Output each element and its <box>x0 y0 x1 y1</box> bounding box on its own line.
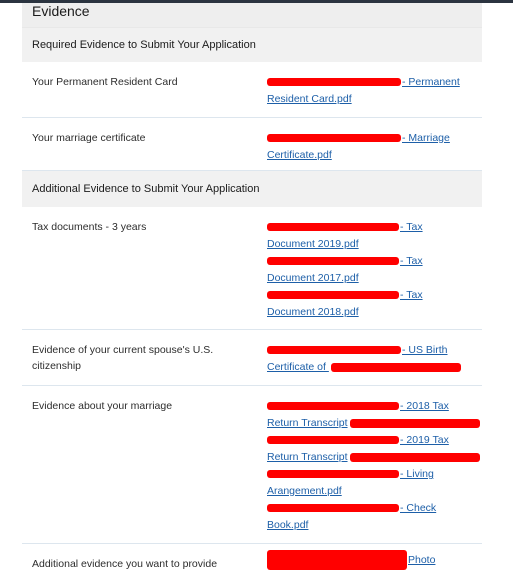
file-link-text[interactable]: - Tax <box>400 221 423 233</box>
section-title-text: Evidence <box>32 3 90 19</box>
redaction-mark <box>350 453 480 462</box>
file-link-text[interactable]: - Tax <box>400 289 423 301</box>
redaction-mark <box>267 223 399 231</box>
evidence-label: Tax documents - 3 years <box>32 221 147 233</box>
evidence-label: Evidence of your current spouse's U.S. citizenship <box>32 344 214 372</box>
file-link-text[interactable]: - Marriage <box>402 132 450 144</box>
file-link[interactable] <box>267 550 487 570</box>
file-link[interactable] <box>267 432 487 466</box>
evidence-label: Evidence about your marriage <box>32 400 173 412</box>
evidence-panel <box>22 3 482 584</box>
file-link[interactable] <box>267 253 487 287</box>
file-link-text[interactable]: - Check <box>400 502 437 514</box>
evidence-row-additional <box>22 544 482 584</box>
redaction-mark <box>267 436 399 444</box>
evidence-row-marriage-certificate <box>22 118 482 171</box>
evidence-files <box>267 550 487 570</box>
redaction-mark <box>267 257 399 265</box>
redaction-mark <box>331 363 461 372</box>
file-link-text[interactable]: Certificate.pdf <box>267 149 332 161</box>
evidence-files <box>267 74 487 108</box>
evidence-label: Your Permanent Resident Card <box>32 76 178 88</box>
file-link-text[interactable]: Return Transcript <box>267 417 348 429</box>
file-link-text[interactable]: Photo <box>408 553 436 566</box>
evidence-row-tax-documents <box>22 207 482 330</box>
redaction-mark <box>267 550 407 570</box>
redaction-mark <box>267 78 401 86</box>
redaction-mark <box>267 291 399 299</box>
redaction-mark <box>267 346 401 354</box>
evidence-row-permanent-resident-card <box>22 62 482 118</box>
additional-evidence-header-text: Additional Evidence to Submit Your Application <box>32 183 260 195</box>
redaction-mark <box>267 134 401 142</box>
file-link[interactable] <box>267 398 487 432</box>
file-link[interactable] <box>267 287 487 321</box>
file-link-text[interactable]: Document 2019.pdf <box>267 238 359 250</box>
evidence-files <box>267 130 487 164</box>
additional-evidence-header <box>22 171 482 207</box>
redaction-mark <box>267 504 399 512</box>
file-link-text[interactable]: - 2018 Tax <box>400 400 449 412</box>
file-link-text[interactable]: Document 2017.pdf <box>267 272 359 284</box>
evidence-label: Your marriage certificate <box>32 132 146 144</box>
required-evidence-header <box>22 28 482 62</box>
file-link-text[interactable]: - Living <box>400 468 434 480</box>
file-link[interactable] <box>267 466 487 500</box>
file-link[interactable] <box>267 500 487 534</box>
file-link-text[interactable]: - Tax <box>400 255 423 267</box>
evidence-files <box>267 398 487 534</box>
file-link-text[interactable]: - US Birth <box>402 344 448 356</box>
required-evidence-header-text: Required Evidence to Submit Your Application <box>32 39 256 51</box>
file-link-text[interactable]: Return Transcript <box>267 451 348 463</box>
file-link-text[interactable]: Arangement.pdf <box>267 485 342 497</box>
evidence-files <box>267 342 487 376</box>
file-link-text[interactable]: - Permanent <box>402 76 460 88</box>
redaction-mark <box>350 419 480 428</box>
file-link-text[interactable]: Document 2018.pdf <box>267 306 359 318</box>
evidence-label: Additional evidence you want to provide <box>32 558 218 570</box>
file-link[interactable] <box>267 219 487 253</box>
evidence-row-spouse-citizenship <box>22 330 482 386</box>
file-link-text[interactable]: Book.pdf <box>267 519 309 531</box>
page-background-gutter <box>482 3 513 568</box>
section-title <box>22 3 482 28</box>
file-link[interactable] <box>267 130 487 164</box>
redaction-mark <box>267 402 399 410</box>
evidence-files <box>267 219 487 321</box>
evidence-row-marriage <box>22 386 482 544</box>
redaction-mark <box>267 470 399 478</box>
file-link-text[interactable]: Certificate of <box>267 361 329 373</box>
file-link[interactable] <box>267 74 487 108</box>
file-link-text[interactable]: - 2019 Tax <box>400 434 449 446</box>
file-link-text[interactable]: Resident Card.pdf <box>267 93 352 105</box>
file-link[interactable] <box>267 342 487 376</box>
